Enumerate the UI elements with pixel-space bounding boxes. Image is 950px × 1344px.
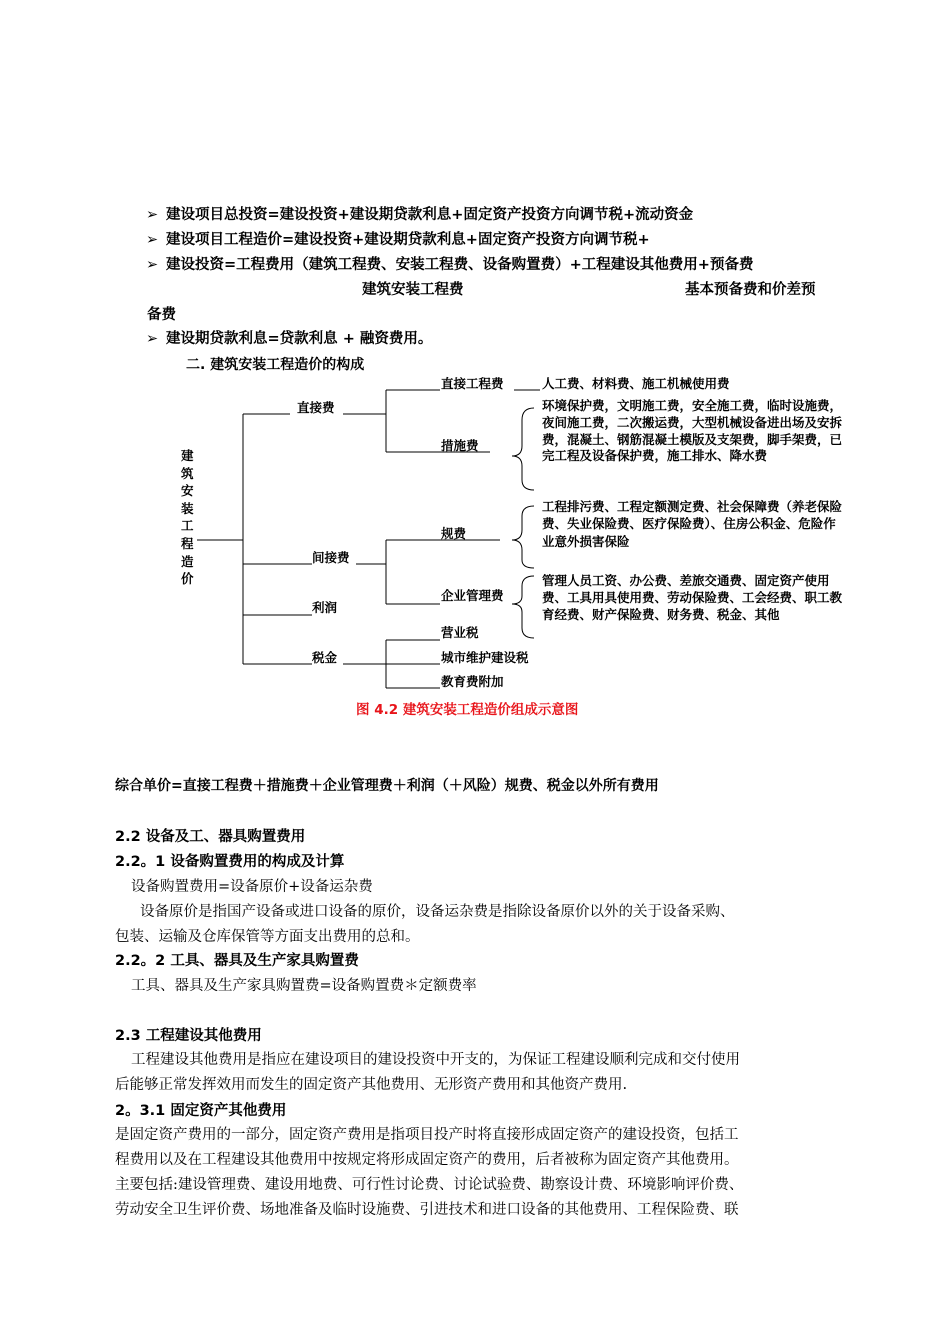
arrow-bullet-icon: ➢ (146, 331, 159, 347)
arrow-bullet-icon: ➢ (146, 232, 159, 248)
detail-measures: 环境保护费，文明施工费，安全施工费，临时设施费， 夜间施工费，二次搬运费，大型机械设备进出场及安拆 费，混凝土、钢筋混凝土模版及支架费，脚手架费，已 完工程及设备保护费，施工排水、降水费 (542, 398, 843, 464)
bullet3-sub-left: 建筑安装工程费 (362, 282, 464, 298)
detail-management: 管理人员工资、办公费、差旅交通费、固定资产使用 费、工具用具使用费、劳动保险费、工会经费、职工教 育经费、财产保险费、财务费、税金、其他 (542, 573, 843, 622)
bullet-project-cost: ➢ 建设项目工程造价=建设投资+建设期贷款利息+固定资产投资方向调节税+ (146, 232, 650, 248)
node-education-surcharge: 教育费附加 (441, 674, 504, 689)
bullet-construction-investment: ➢ 建设投资=工程费用（建筑工程费、安装工程费、设备购置费）+工程建设其他费用+预备费 (146, 257, 754, 273)
node-direct-engineering-fee: 直接工程费 (441, 376, 504, 391)
section2-title: 二. 建筑安装工程造价的构成 (186, 357, 365, 373)
node-measures-fee: 措施费 (441, 438, 479, 453)
node-city-maintenance-tax: 城市维护建设税 (441, 650, 529, 665)
heading-2-2: 2.2 设备及工、器具购置费用 (115, 829, 306, 845)
detail-regulatory: 工程排污费、工程定额测定费、社会保障费（养老保险 费、失业保险费、医疗保险费）、住房公积金、危险作 业意外损害保险 (542, 499, 843, 549)
arrow-bullet-icon: ➢ (146, 257, 159, 273)
bullet-loan-interest: ➢ 建设期贷款利息=贷款利息 + 融资费用。 (146, 331, 433, 347)
node-direct-fee: 直接费 (297, 400, 335, 415)
bullet3-wrap: 备费 (147, 307, 176, 323)
node-regulatory-fee: 规费 (441, 526, 467, 541)
formula-tools-purchase: 工具、器具及生产家具购置费=设备购置费＊定额费率 (131, 978, 477, 994)
bullet3-sub-right: 基本预备费和价差预 (685, 282, 816, 298)
para-fixed-asset-other: 是固定资产费用的一部分，固定资产费用是指项目投产时将直接形成固定资产的建设投资，包括工 程费用以及在工程建设其他费用中按规定将形成固定资产的费用，后者被称为固定资产其他费用。 主要包括:建设管理费、建设用地费、可行性讨论费、讨论试验费、勘察设计费、环境影响评价费、 劳动安全卫生评价费、场地准备及临时设施费、引进技术和进口设备的其他费用、工程保险费、联 (115, 1127, 744, 1218)
para-other-costs: 工程建设其他费用是指应在建设项目的建设投资中开支的，为保证工程建设顺利完成和交付使用 后能够正常发挥效用而发生的固定资产其他费用、无形资产费用和其他资产费用. (115, 1052, 740, 1093)
figure-caption: 图 4.2 建筑安装工程造价组成示意图 (356, 702, 579, 718)
heading-2-3-1: 2。3.1 固定资产其他费用 (115, 1103, 287, 1119)
para-equipment-cost: 设备原价是指国产设备或进口设备的原价，设备运杂费是指除设备原价以外的关于设备采购、 包装、运输及仓库保管等方面支出费用的总和。 (115, 904, 735, 945)
node-indirect-fee: 间接费 (312, 550, 350, 565)
node-profit: 利润 (312, 600, 338, 615)
node-tax: 税金 (312, 650, 338, 665)
formula-equipment-purchase: 设备购置费用=设备原价+设备运杂费 (131, 879, 373, 895)
node-management-fee: 企业管理费 (441, 588, 504, 603)
node-business-tax: 营业税 (441, 625, 479, 640)
bullet-total-investment: ➢ 建设项目总投资=建设投资+建设期贷款利息+固定资产投资方向调节税+流动资金 (146, 207, 694, 223)
heading-2-2-2: 2.2。2 工具、器具及生产家具购置费 (115, 953, 359, 969)
heading-2-2-1: 2.2。1 设备购置费用的构成及计算 (115, 854, 345, 870)
diagram-root: 建 筑 安 装 工 程 造 价 (181, 448, 194, 587)
detail-direct-engineering: 人工费、材料费、施工机械使用费 (542, 376, 730, 391)
heading-2-3: 2.3 工程建设其他费用 (115, 1028, 262, 1044)
unit-price-formula: 综合单价=直接工程费＋措施费＋企业管理费＋利润（＋风险）规费、税金以外所有费用 (115, 778, 659, 794)
arrow-bullet-icon: ➢ (146, 207, 159, 223)
